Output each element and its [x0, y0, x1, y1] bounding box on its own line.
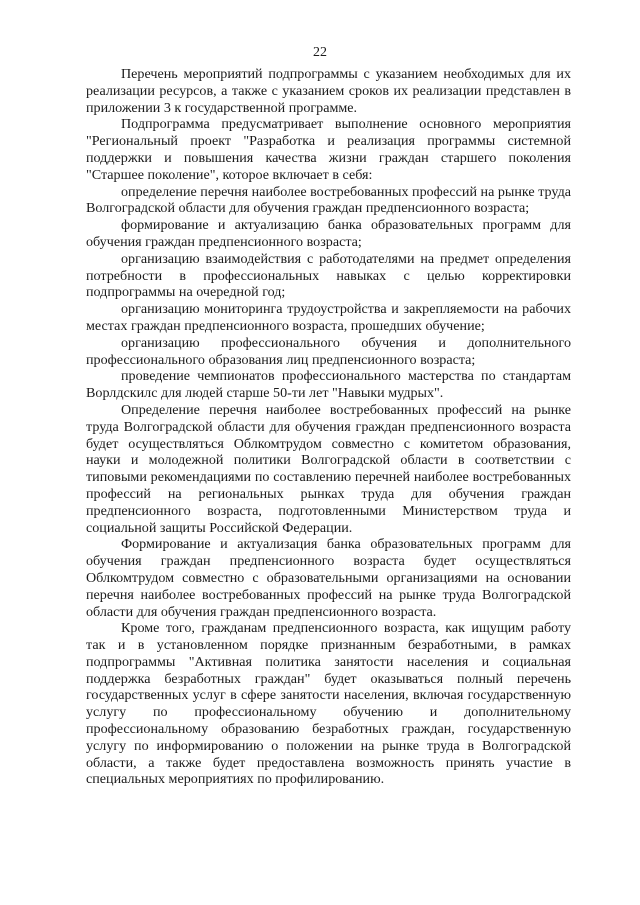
paragraph-professions-determination: Определение перечня наиболее востребованных профессий на рынке труда Волгоградской области для обучения граждан предпенсионного возраста будет осуществляться Облкомтрудом совместно с комитетом образования, науки и молодежной политики Волгоградской области в соответствии с типовыми рекомендациями по составлению перечней наиболее востребованных профессий на региональных рынках труда для обучения граждан предпенсионного возраста, подготовленными Министерством труда и социальной защиты Российской Федерации.	[86, 401, 571, 536]
list-item-professions-list: определение перечня наиболее востребованных профессий на рынке труда Волгоградской области для обучения граждан предпенсионного возраста;	[86, 183, 571, 217]
paragraph-main-activity: Подпрограмма предусматривает выполнение основного мероприятия "Региональный проект "Разработка и реализация программы системной поддержки и повышения качества жизни граждан старшего поколения "Старшее поколение", которое включает в себя:	[86, 116, 571, 183]
paragraph-program-bank-formation: Формирование и актуализация банка образовательных программ для обучения граждан предпенсионного возраста будет осуществляться Облкомтрудом совместно с образовательными организациями на основании перечня наиболее востребованных профессий на рынке труда Волгоградской области для обучения граждан предпенсионного возраста.	[86, 536, 571, 620]
paragraph-employment-services: Кроме того, гражданам предпенсионного возраста, как ищущим работу так и в установленном порядке признанным безработными, в рамках подпрограммы "Активная политика занятости населения и социальная поддержка безработных граждан" будет оказываться полный перечень государственных услуг в сфере занятости населения, включая государственную услугу по профессиональному обучению и дополнительному профессиональному образованию безработных граждан, государственную услугу по информированию о положении на рынке труда в Волгоградской области, а также будет предоставлена возможность принять участие в специальных мероприятиях по профилированию.	[86, 620, 571, 788]
list-item-program-bank: формирование и актуализацию банка образовательных программ для обучения граждан предпенсионного возраста;	[86, 217, 571, 250]
list-item-vocational-training: организацию профессионального обучения и дополнительного профессионального образования лиц предпенсионного возраста;	[86, 334, 571, 368]
list-item-employer-interaction: организацию взаимодействия с работодателями на предмет определения потребности в профессиональных навыках с целью корректировки подпрограммы на очередной год;	[86, 250, 571, 301]
page-number: 22	[313, 45, 327, 60]
document-body	[86, 66, 571, 788]
list-item-employment-monitoring: организацию мониторинга трудоустройства и закрепляемости на рабочих местах граждан предпенсионного возраста, прошедших обучение;	[86, 301, 571, 334]
paragraph-resources-appendix: Перечень мероприятий подпрограммы с указанием необходимых для их реализации ресурсов, а также с указанием сроков их реализации представлен в приложении 3 к государственной программе.	[86, 66, 571, 116]
list-item-worldskills-championships: проведение чемпионатов профессионального мастерства по стандартам Ворлдскилс для людей старше 50-ти лет "Навыки мудрых".	[86, 368, 571, 402]
